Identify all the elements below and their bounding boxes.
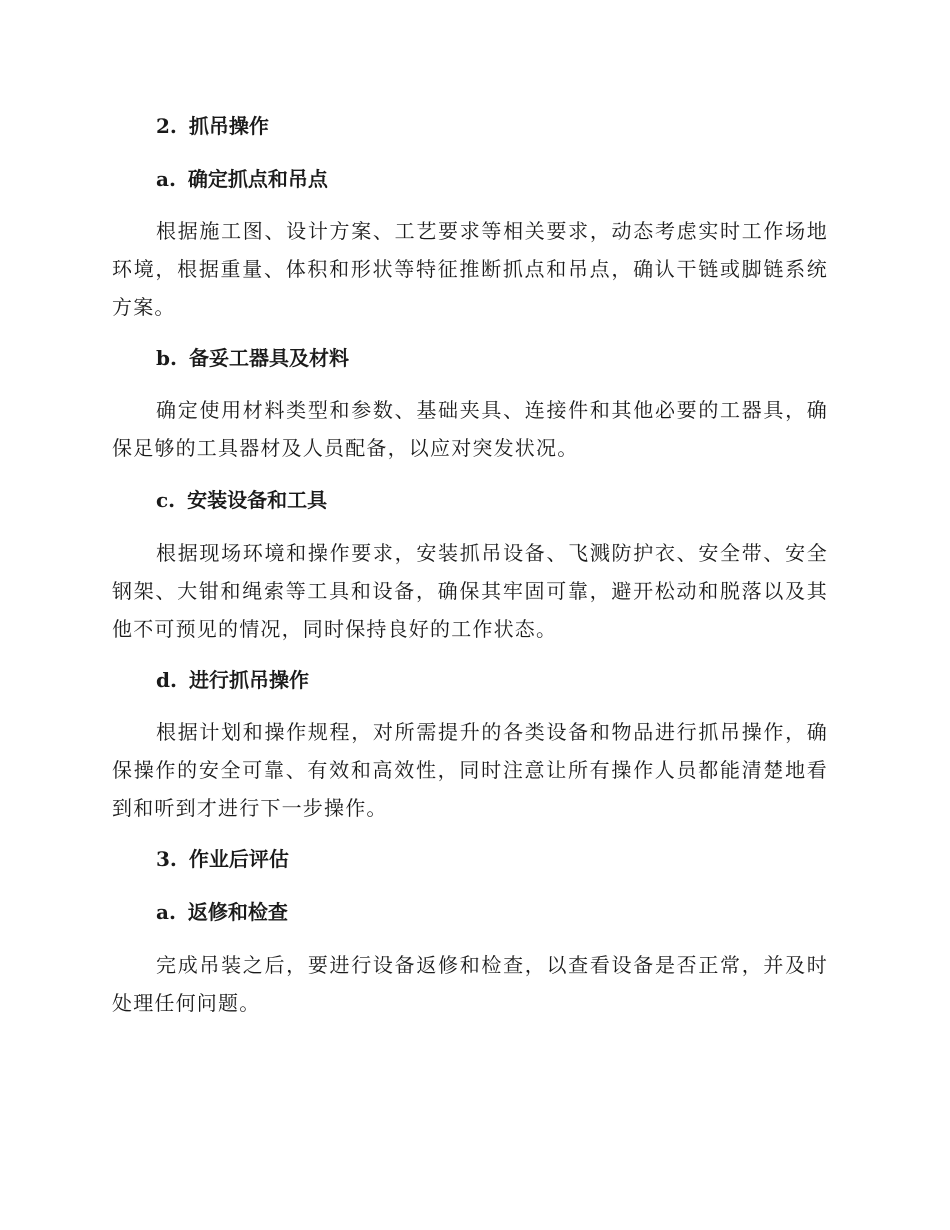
subsection-letter: b. xyxy=(156,346,177,370)
section-number: 3. xyxy=(156,847,177,871)
body-paragraph: 根据现场环境和操作要求，安装抓吊设备、飞溅防护衣、安全带、安全钢架、大钳和绳索等工具和设备，确保其牢固可靠，避开松动和脱落以及其他不可预见的情况，同时保持良好的工作状态。 xyxy=(112,541,828,641)
subsection-title: 备妥工器具及材料 xyxy=(188,346,349,370)
subsection-title: 返修和检查 xyxy=(187,900,288,924)
section-number: 2. xyxy=(156,114,177,138)
body-paragraph: 确定使用材料类型和参数、基础夹具、连接件和其他必要的工器具，确保足够的工具器材及人员配备，以应对突发状况。 xyxy=(112,398,828,460)
subsection-heading xyxy=(112,343,828,373)
subsection-title: 确定抓点和吊点 xyxy=(187,167,328,191)
section-title: 抓吊操作 xyxy=(188,114,269,138)
subsection-letter: d. xyxy=(156,668,177,692)
subsection-heading xyxy=(112,665,828,695)
subsection-heading xyxy=(112,164,828,194)
body-paragraph: 根据计划和操作规程，对所需提升的各类设备和物品进行抓吊操作，确保操作的安全可靠、有效和高效性，同时注意让所有操作人员都能清楚地看到和听到才进行下一步操作。 xyxy=(112,720,828,820)
subsection-title: 安装设备和工具 xyxy=(187,488,328,512)
subsection-title: 进行抓吊操作 xyxy=(188,668,309,692)
section-heading xyxy=(112,111,828,141)
subsection-heading xyxy=(112,897,828,927)
section-heading xyxy=(112,844,828,874)
section-title: 作业后评估 xyxy=(188,847,289,871)
body-paragraph: 完成吊装之后，要进行设备返修和检查，以查看设备是否正常，并及时处理任何问题。 xyxy=(112,953,828,1015)
subsection-letter: c. xyxy=(156,488,176,512)
subsection-letter: a. xyxy=(156,167,176,191)
subsection-heading xyxy=(112,485,828,515)
subsection-letter: a. xyxy=(156,900,176,924)
body-paragraph: 根据施工图、设计方案、工艺要求等相关要求，动态考虑实时工作场地环境，根据重量、体积和形状等特征推断抓点和吊点，确认干链或脚链系统方案。 xyxy=(112,219,828,319)
